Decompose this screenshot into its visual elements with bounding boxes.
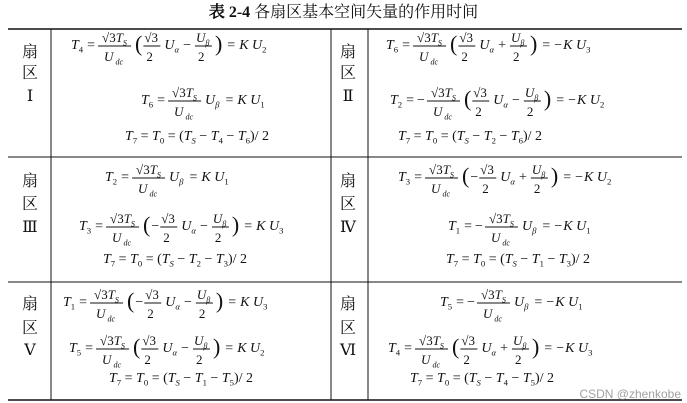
fraction-numerator: √3 xyxy=(145,287,159,302)
fraction-denominator: U $_{dc}$ xyxy=(96,306,116,324)
fraction-numerator: √3 xyxy=(142,333,157,348)
time-symbol: $T_3$ xyxy=(79,219,92,236)
fraction-denominator: U $_{dc}$ xyxy=(419,49,439,67)
equals-sign: = xyxy=(404,341,413,356)
minus-sign: − xyxy=(556,341,565,356)
ku-result: K $U_3$ xyxy=(256,219,284,236)
fraction-denominator: 2 xyxy=(526,104,534,119)
operator: − xyxy=(183,38,191,53)
ku-result: K $U_3$ xyxy=(563,38,591,55)
zero-vector-time: $T_7 = T_0 = (T_S - T_4 - T_6)/$ 2 xyxy=(125,129,270,146)
u-beta: $U_\beta$ xyxy=(521,219,537,236)
equals-sign: = xyxy=(189,170,198,185)
sector-label-char: 区 xyxy=(339,65,357,82)
equals-sign: = xyxy=(556,93,565,108)
fraction-denominator: U $_{dc}$ xyxy=(102,352,122,370)
zero-vector-time: $T_7 = T_0 = (T_S - T_1 - T_5)/$ 2 xyxy=(109,371,254,388)
operator: + xyxy=(518,170,527,185)
fraction-numerator: √3 xyxy=(473,85,487,100)
sector-cell xyxy=(339,287,592,388)
u-alpha: $U_\alpha$ xyxy=(479,38,495,55)
sector-roman: Ⅵ xyxy=(339,342,357,359)
equals-sign: = xyxy=(157,93,166,108)
sector-label-char: 区 xyxy=(21,65,39,82)
ku-result: K $U_1$ xyxy=(563,219,591,236)
u-beta: $U_\beta$ xyxy=(513,295,529,312)
minus-sign: − xyxy=(546,295,555,310)
fraction-denominator: U $_{dc}$ xyxy=(174,104,194,122)
time-symbol: $T_6$ xyxy=(141,93,154,110)
u-alpha: $U_\alpha$ xyxy=(164,38,180,55)
bracket: ) xyxy=(543,86,552,111)
fraction-numerator: $U_\beta$ xyxy=(196,287,211,305)
equals-sign: = xyxy=(456,295,465,310)
fraction-numerator: $U_\beta$ xyxy=(212,211,227,229)
sector-label-char: 区 xyxy=(339,320,357,337)
operator: − xyxy=(511,93,520,108)
equals-sign: = xyxy=(87,38,96,53)
fraction-denominator: 2 xyxy=(475,104,482,119)
time-symbol: $T_3$ xyxy=(398,170,411,187)
fraction-numerator: $√3T_S$ xyxy=(480,287,506,305)
sector-cell xyxy=(340,162,611,269)
fraction-numerator: √3 xyxy=(161,211,175,226)
fraction-denominator: 2 xyxy=(482,181,489,196)
fraction-denominator: 2 xyxy=(163,230,170,245)
minus-sign: − xyxy=(135,295,144,310)
ku-result: K $U_3$ xyxy=(240,295,268,312)
fraction-denominator: U $_{dc}$ xyxy=(112,230,132,248)
operator: + xyxy=(500,341,508,356)
equals-sign: = xyxy=(244,219,253,234)
sector-roman: Ⅱ xyxy=(342,88,354,105)
bracket: ( xyxy=(133,334,141,359)
sector-label-char: 扇 xyxy=(339,44,357,61)
sector-roman: Ⅳ xyxy=(340,219,356,236)
equals-sign: = xyxy=(542,219,551,234)
fraction-numerator: $√3T_S$ xyxy=(172,85,197,103)
fraction-denominator: U $_{dc}$ xyxy=(431,181,451,199)
u-alpha: $U_\alpha$ xyxy=(181,219,196,236)
operator: + xyxy=(498,38,506,53)
fraction-numerator: $√3T_S$ xyxy=(102,30,127,48)
fraction-denominator: 2 xyxy=(214,230,222,245)
sector-roman: Ⅰ xyxy=(26,88,34,105)
fraction-denominator: U $_{dc}$ xyxy=(482,306,502,324)
sector-label-char: 扇 xyxy=(21,296,39,313)
sector-label-char: 扇 xyxy=(21,44,39,61)
fraction-denominator: 2 xyxy=(463,352,470,367)
minus-sign: − xyxy=(467,295,475,310)
time-symbol: $T_5$ xyxy=(69,341,82,358)
sector-label-char: 扇 xyxy=(339,296,357,313)
sector-label-char: 区 xyxy=(339,196,357,213)
fraction-denominator: 2 xyxy=(461,49,468,64)
minus-sign: − xyxy=(575,170,584,185)
watermark: CSDN @zhenkobe xyxy=(579,387,681,401)
sector-cell xyxy=(22,162,283,269)
bracket: ) xyxy=(529,31,538,56)
sector-cell xyxy=(22,287,267,388)
fraction-numerator: $√3T_S$ xyxy=(429,162,454,180)
u-beta: $U_\beta$ xyxy=(205,93,220,110)
fraction-denominator: U $_{dc}$ xyxy=(138,181,158,199)
u-alpha: $U_\alpha$ xyxy=(481,341,497,358)
minus-sign: − xyxy=(475,219,483,234)
fraction-numerator: $U_\beta$ xyxy=(510,30,525,48)
time-symbol: $T_6$ xyxy=(386,38,399,55)
fraction-denominator: 2 xyxy=(514,352,522,367)
fraction-denominator: 2 xyxy=(195,352,203,367)
sector-label-char: 扇 xyxy=(339,173,357,190)
fraction-numerator: $√3T_S$ xyxy=(417,30,442,48)
sector-cell xyxy=(340,30,604,146)
zero-vector-time: $T_7 = T_0 = (T_S - T_4 - T_5)/$ 2 xyxy=(410,371,555,388)
bracket: ) xyxy=(215,288,224,313)
sector-roman: Ⅴ xyxy=(24,342,36,359)
fraction-denominator: U $_{dc}$ xyxy=(432,104,452,122)
fraction-numerator: $U_\beta$ xyxy=(193,333,208,351)
sector-label-char: 扇 xyxy=(21,173,39,190)
bracket: ) xyxy=(550,163,559,188)
ku-result: K $U_1$ xyxy=(201,170,229,187)
bracket: ) xyxy=(231,212,240,237)
equals-sign: = xyxy=(85,341,94,356)
bracket: ( xyxy=(127,288,135,313)
equals-sign: = xyxy=(121,170,130,185)
time-symbol: $T_2$ xyxy=(390,93,403,110)
fraction-numerator: $U_\beta$ xyxy=(531,162,546,180)
time-symbol: $T_1$ xyxy=(63,295,76,312)
minus-sign: − xyxy=(151,219,160,234)
bracket: ( xyxy=(452,334,460,359)
fraction-denominator: 2 xyxy=(197,49,205,64)
fraction-numerator: √3 xyxy=(480,162,494,177)
bracket: ( xyxy=(143,212,151,237)
sector-roman: Ⅲ xyxy=(22,219,38,236)
fraction-numerator: $U_\beta$ xyxy=(195,30,210,48)
ku-result: K $U_2$ xyxy=(237,341,265,358)
zero-vector-time: $T_7 = T_0 = (T_S - T_2 - T_6)/$ 2 xyxy=(398,129,543,146)
time-symbol: $T_5$ xyxy=(440,295,453,312)
ku-result: K $U_1$ xyxy=(237,93,265,110)
equals-sign: = xyxy=(402,38,411,53)
caption-number: 表 2-4 xyxy=(208,4,251,21)
equals-sign: = xyxy=(544,341,553,356)
fraction-numerator: $√3T_S$ xyxy=(430,85,456,103)
minus-sign: − xyxy=(470,170,479,185)
bracket: ) xyxy=(212,334,221,359)
ku-result: K $U_2$ xyxy=(584,170,612,187)
u-alpha: $U_\alpha$ xyxy=(493,93,508,110)
fraction-numerator: $U_\beta$ xyxy=(512,333,527,351)
fraction-numerator: $√3T_S$ xyxy=(136,162,161,180)
equals-sign: = xyxy=(79,295,88,310)
equals-sign: = xyxy=(225,93,234,108)
equals-sign: = xyxy=(95,219,104,234)
fraction-denominator: 2 xyxy=(147,306,154,321)
equals-sign: = xyxy=(534,295,543,310)
minus-sign: − xyxy=(568,93,577,108)
minus-sign: − xyxy=(554,38,563,53)
fraction-numerator: $√3T_S$ xyxy=(100,333,125,351)
sector-label-char: 区 xyxy=(21,196,39,213)
equals-sign: = xyxy=(227,38,236,53)
fraction-numerator: $√3T_S$ xyxy=(488,211,514,229)
ku-result: K $U_2$ xyxy=(239,38,267,55)
operator: − xyxy=(183,295,192,310)
equals-sign: = xyxy=(225,341,234,356)
minus-sign: − xyxy=(554,219,563,234)
fraction-denominator: U $_{dc}$ xyxy=(490,230,510,248)
time-symbol: $T_4$ xyxy=(388,341,401,358)
fraction-denominator: U $_{dc}$ xyxy=(104,49,124,67)
equals-sign: = xyxy=(563,170,572,185)
bracket: ( xyxy=(135,31,143,56)
fraction-denominator: 2 xyxy=(512,49,520,64)
fraction-numerator: √3 xyxy=(461,333,476,348)
equals-sign: = xyxy=(464,219,473,234)
zero-vector-time: $T_7 = T_0 = (T_S - T_2 - T_3)/$ 2 xyxy=(103,252,248,269)
fraction-numerator: $√3T_S$ xyxy=(110,211,135,229)
fraction-denominator: 2 xyxy=(533,181,541,196)
bracket: ( xyxy=(450,31,458,56)
equals-sign: = xyxy=(228,295,237,310)
u-alpha: $U_\alpha$ xyxy=(162,341,178,358)
fraction-numerator: $√3T_S$ xyxy=(94,287,119,305)
fraction-denominator: 2 xyxy=(144,352,151,367)
sector-label-char: 区 xyxy=(21,320,39,337)
fraction-numerator: √3 xyxy=(144,30,159,45)
fraction-denominator: 2 xyxy=(146,49,153,64)
fraction-numerator: √3 xyxy=(459,30,474,45)
bracket: ) xyxy=(214,31,223,56)
ku-result: K $U_2$ xyxy=(577,93,605,110)
u-beta: $U_\beta$ xyxy=(169,170,184,187)
time-symbol: $T_1$ xyxy=(448,219,461,236)
operator: − xyxy=(181,341,189,356)
bracket: ( xyxy=(463,86,472,111)
fraction-numerator: $U_\beta$ xyxy=(524,85,539,103)
time-symbol: $T_4$ xyxy=(71,38,84,55)
bracket: ) xyxy=(531,334,540,359)
u-alpha: $U_\alpha$ xyxy=(165,295,180,312)
equals-sign: = xyxy=(414,170,423,185)
caption-title: 各扇区基本空间矢量的作用时间 xyxy=(254,4,479,21)
sector-cell xyxy=(22,30,269,146)
zero-vector-time: $T_7 = T_0 = (T_S - T_1 - T_3)/$ 2 xyxy=(446,252,591,269)
fraction-numerator: $√3T_S$ xyxy=(419,333,444,351)
operator: − xyxy=(199,219,208,234)
bracket: ( xyxy=(462,163,470,188)
equals-sign: = xyxy=(542,38,551,53)
u-alpha: $U_\alpha$ xyxy=(500,170,515,187)
ku-result: K $U_1$ xyxy=(555,295,583,312)
time-symbol: $T_2$ xyxy=(105,170,118,187)
fraction-denominator: U $_{dc}$ xyxy=(421,352,441,370)
minus-sign: − xyxy=(417,93,425,108)
equals-sign: = xyxy=(406,93,415,108)
ku-result: K $U_3$ xyxy=(565,341,593,358)
fraction-denominator: 2 xyxy=(198,306,206,321)
